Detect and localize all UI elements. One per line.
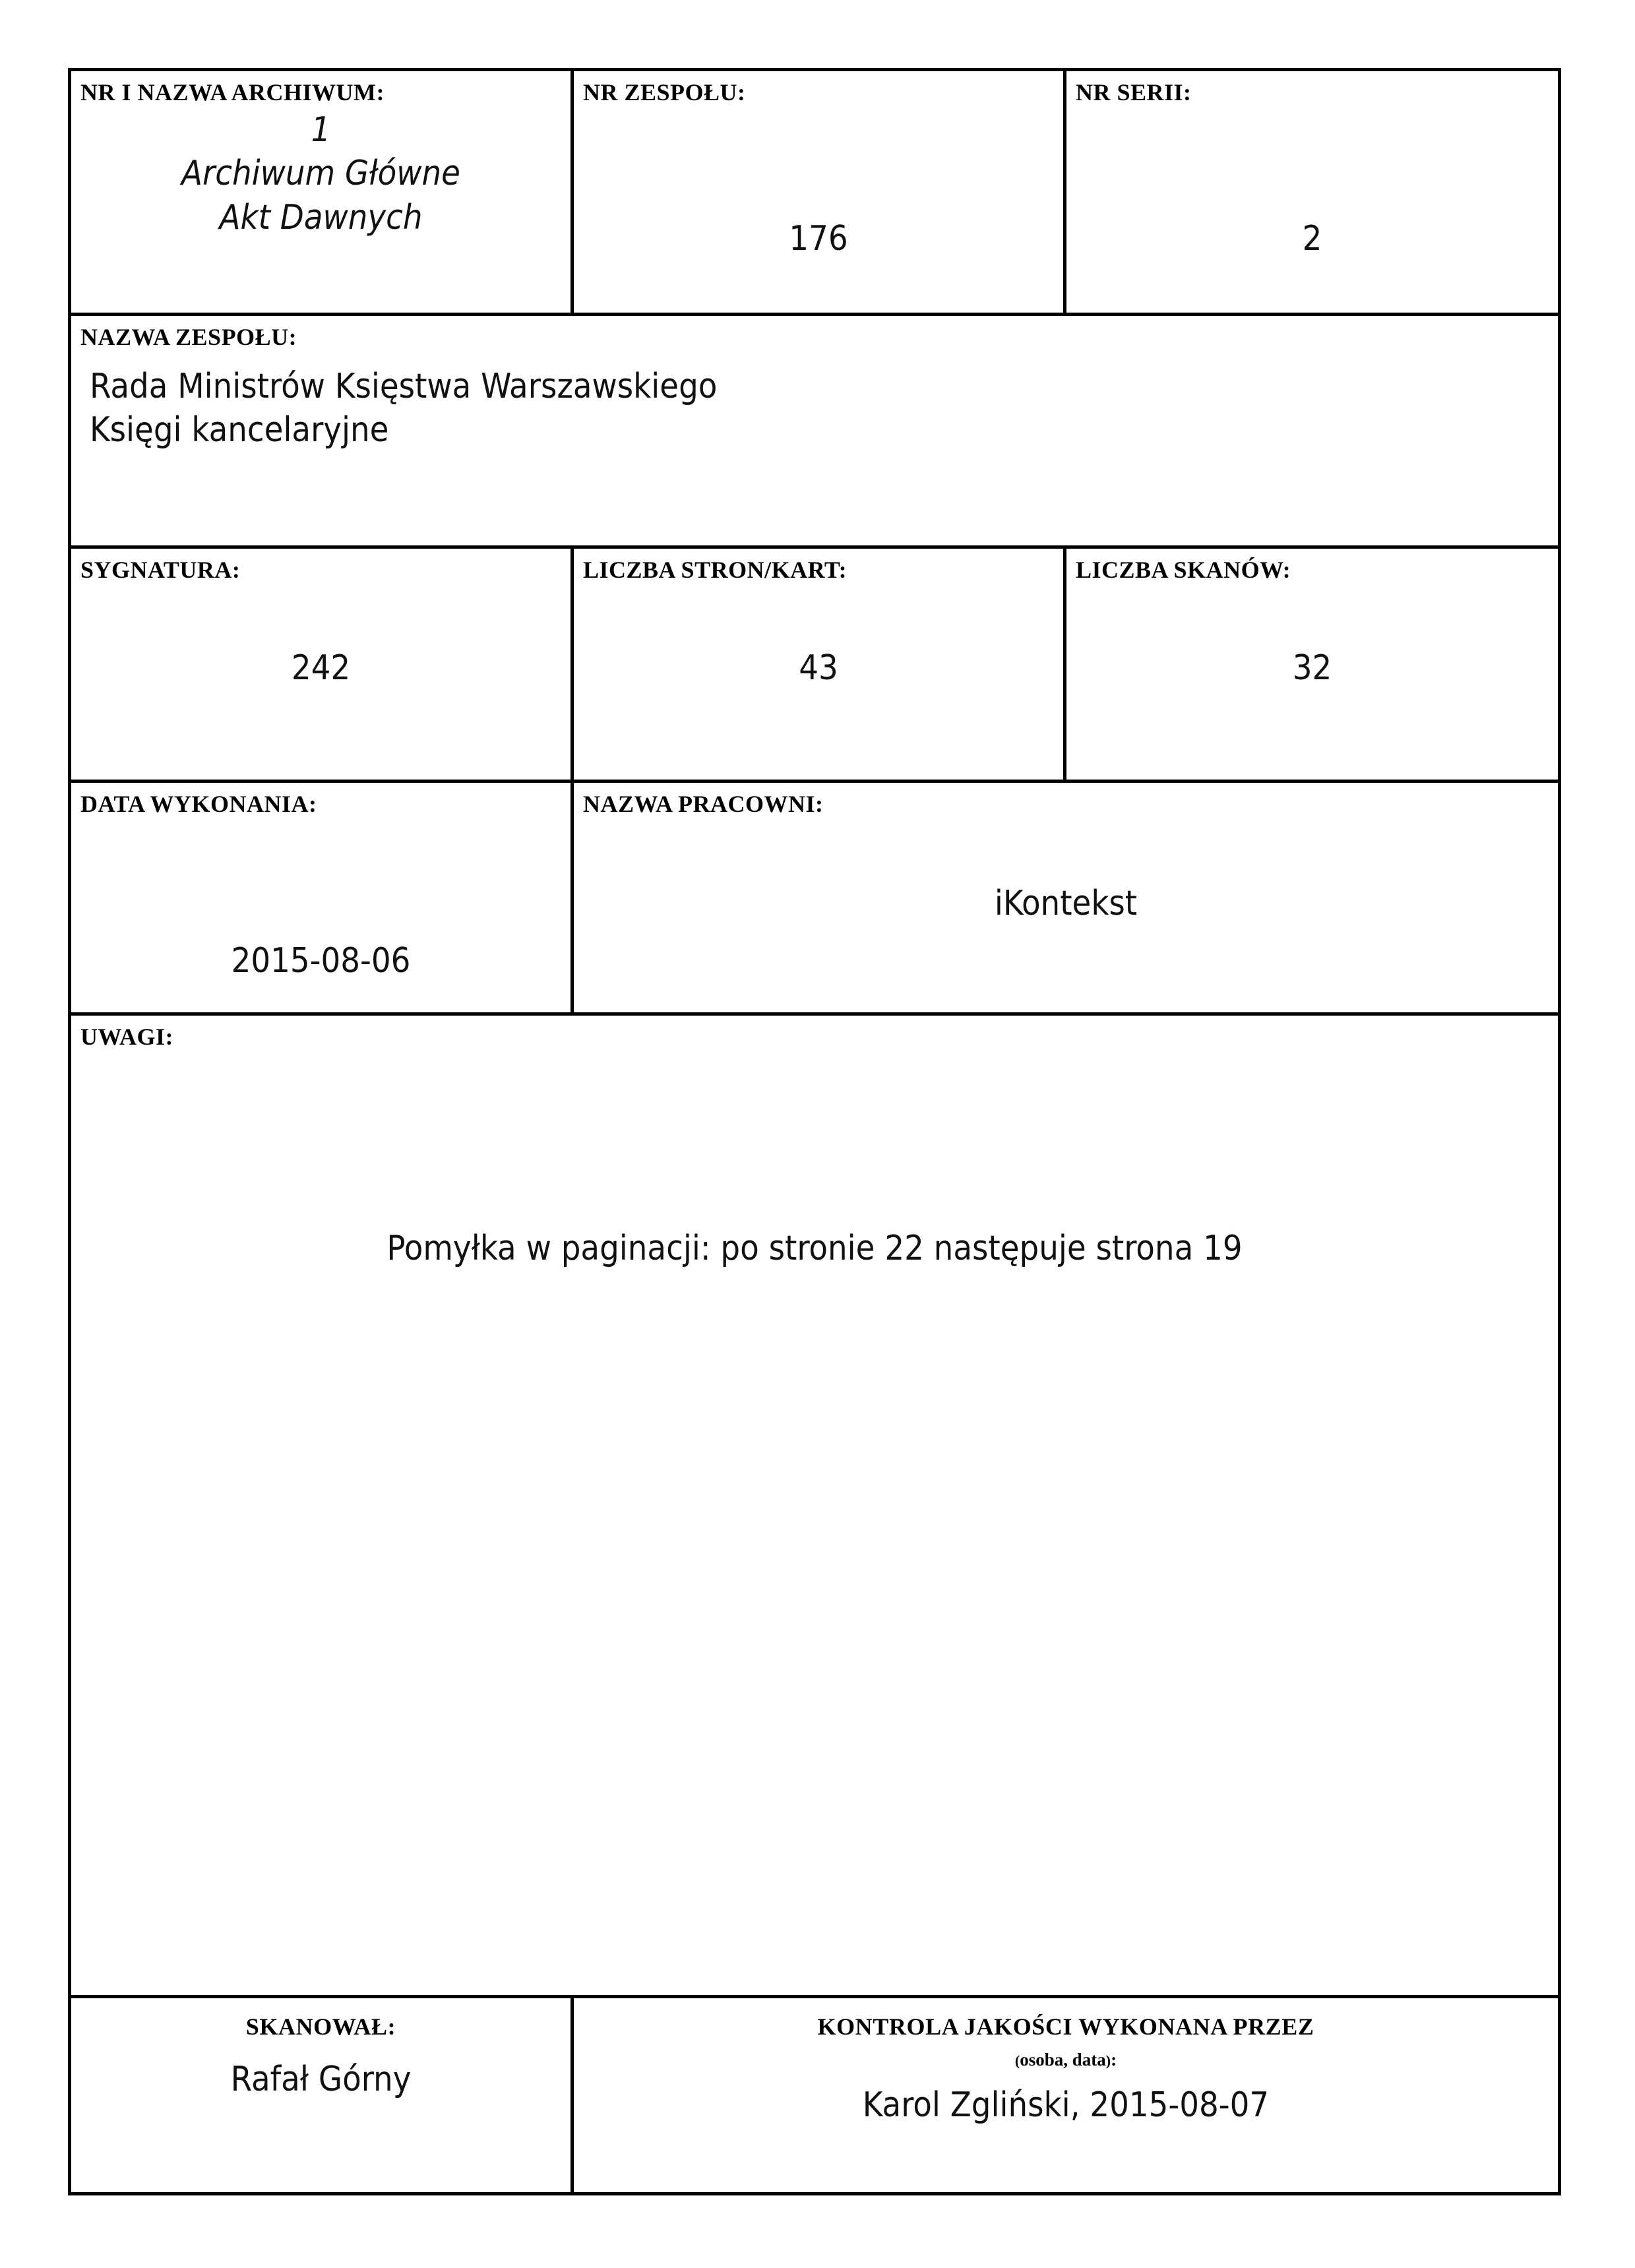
cell-remarks xyxy=(70,1014,1560,1997)
cell-execution-date xyxy=(70,782,572,1014)
table-row-fonds-name xyxy=(70,315,1560,547)
scans-label: LICZBA SKANÓW: xyxy=(1076,557,1291,583)
fonds-name-line1: Rada Ministrów Księstwa Warszawskiego xyxy=(90,366,718,406)
archive-label: NR I NAZWA ARCHIWUM: xyxy=(80,79,385,106)
table-row-footer xyxy=(70,1997,1560,2194)
cell-pages xyxy=(572,547,1065,782)
execution-date-label: DATA WYKONANIA: xyxy=(80,791,317,817)
quality-control-value: Karol Zgliński, 2015-08-07 xyxy=(862,2085,1270,2125)
fonds-name-label: NAZWA ZESPOŁU: xyxy=(80,324,297,350)
fonds-number-label: NR ZESPOŁU: xyxy=(583,79,746,106)
quality-control-sub-text: osoba, data xyxy=(1020,2050,1106,2069)
scanning-card-table xyxy=(68,68,1561,2195)
archive-number: 1 xyxy=(311,109,331,150)
quality-control-sublabel xyxy=(574,2040,1558,2070)
archive-name-line1: Archiwum Główne xyxy=(181,154,460,194)
table-row-archive xyxy=(70,70,1560,315)
series-number-value: 2 xyxy=(1302,219,1322,259)
cell-fonds-number xyxy=(572,70,1065,315)
cell-fonds-name xyxy=(70,315,1560,547)
execution-date-value: 2015-08-06 xyxy=(231,941,411,981)
remarks-label: UWAGI: xyxy=(80,1024,174,1050)
archive-name-line2: Akt Dawnych xyxy=(219,197,423,237)
pages-label: LICZBA STRON/KART: xyxy=(583,557,848,583)
table-row-counts xyxy=(70,547,1560,782)
table-row-execution xyxy=(70,782,1560,1014)
cell-scanned-by xyxy=(70,1997,572,2194)
archive-value-block xyxy=(71,106,571,240)
scanned-by-value: Rafał Górny xyxy=(230,2060,412,2099)
scans-value: 32 xyxy=(1292,648,1332,688)
cell-quality-control xyxy=(572,1997,1560,2194)
remarks-value: Pomyłka w paginacji: po stronie 22 następuje strona 19 xyxy=(386,1229,1243,1268)
cell-series-number xyxy=(1065,70,1560,315)
lab-name-label: NAZWA PRACOWNI: xyxy=(583,791,824,817)
lab-name-value: iKontekst xyxy=(994,884,1138,923)
cell-signature xyxy=(70,547,572,782)
fonds-number-value: 176 xyxy=(789,219,848,259)
signature-value: 242 xyxy=(291,648,351,688)
quality-control-paren-open: ( xyxy=(1014,2052,1020,2069)
signature-label: SYGNATURA: xyxy=(80,557,241,583)
cell-archive xyxy=(70,70,572,315)
quality-control-label: KONTROLA JAKOŚCI WYKONANA PRZEZ xyxy=(817,2013,1314,2040)
table-row-remarks xyxy=(70,1014,1560,1997)
fonds-name-line2: Księgi kancelaryjne xyxy=(90,410,389,450)
pages-value: 43 xyxy=(799,648,838,688)
cell-scans xyxy=(1065,547,1560,782)
scanned-by-label: SKANOWAŁ: xyxy=(245,2013,396,2040)
series-number-label: NR SERII: xyxy=(1076,79,1192,106)
cell-lab-name xyxy=(572,782,1560,1014)
fonds-name-value-block xyxy=(71,350,1558,452)
quality-control-sub-colon: : xyxy=(1111,2050,1117,2069)
quality-control-paren-close: ) xyxy=(1105,2052,1111,2069)
